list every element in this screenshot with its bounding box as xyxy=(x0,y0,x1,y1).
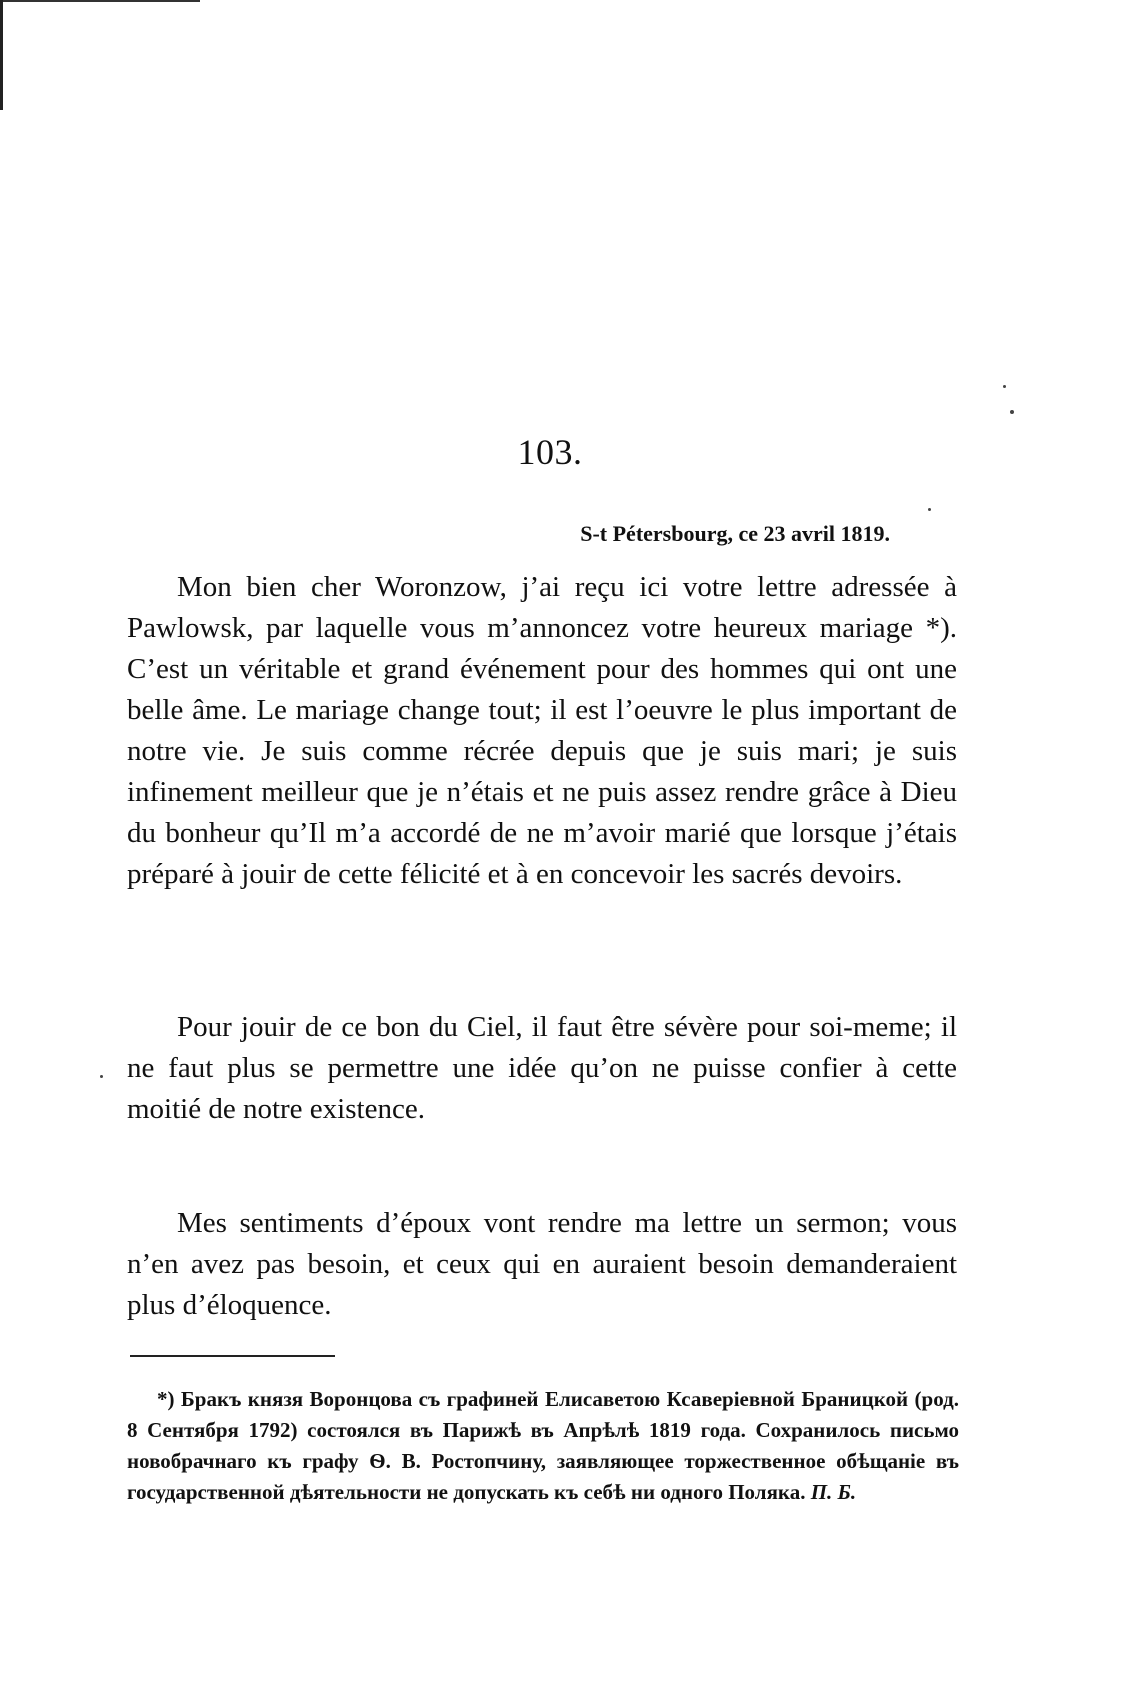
footnote-divider xyxy=(130,1355,335,1357)
scan-speck xyxy=(1010,410,1014,414)
scan-speck xyxy=(100,1075,103,1078)
footnote-signature: П. Б. xyxy=(810,1480,857,1504)
footnote-text: *) Бракъ князя Воронцова съ графиней Елисаветою Ксаверiевной Браницкой (род. 8 Сентября 1792) состоялся въ Парижѣ въ Апрѣлѣ 1819 года. Сохранилось письмо новобрачнаго къ графу Ѳ. В. Ростопчину, заявляющее торжественное обѣщанiе въ государственной дѣятельности не допускать къ себѣ ни одного Поляка. xyxy=(127,1387,959,1504)
letter-number: 103. xyxy=(517,432,583,472)
footnote xyxy=(127,1384,959,1508)
scan-edge-top xyxy=(0,0,200,2)
dateline: S-t Pétersbourg, ce 23 avril 1819. xyxy=(580,521,890,546)
paragraph-text: Mes sentiments d’époux vont rendre ma lettre un sermon; vous n’en avez pas besoin, et ceux qui en auraient besoin demanderaient plus d’éloquence. xyxy=(127,1207,957,1321)
scan-edge-left xyxy=(0,0,3,110)
paragraph-text: Pour jouir de ce bon du Ciel, il faut être sévère pour soi-meme; il ne faut plus se permettre une idée qu’on ne puisse confier à cette moitié de notre existence. xyxy=(127,1011,957,1125)
letter-paragraph-1 xyxy=(127,567,957,895)
paragraph-text: Mon bien cher Woronzow, j’ai reçu ici votre lettre adressée à Pawlowsk, par laquelle vous m’annoncez votre heureux mariage *). C’est un véritable et grand événement pour des hommes qui ont une belle âme. Le mariage change tout; il est l’oeuvre le plus important de notre vie. Je suis comme récrée depuis que je suis mari; je suis infinement meilleur que je n’étais et ne puis assez rendre grâce à Dieu du bonheur qu’Il m’a accordé de ne m’avoir marié que lorsque j’étais préparé à jouir de cette félicité et à en concevoir les sacrés devoirs. xyxy=(127,571,957,890)
letter-paragraph-2 xyxy=(127,1007,957,1130)
letter-paragraph-3 xyxy=(127,1203,957,1326)
scan-speck xyxy=(1003,385,1006,388)
scan-speck xyxy=(928,508,931,511)
